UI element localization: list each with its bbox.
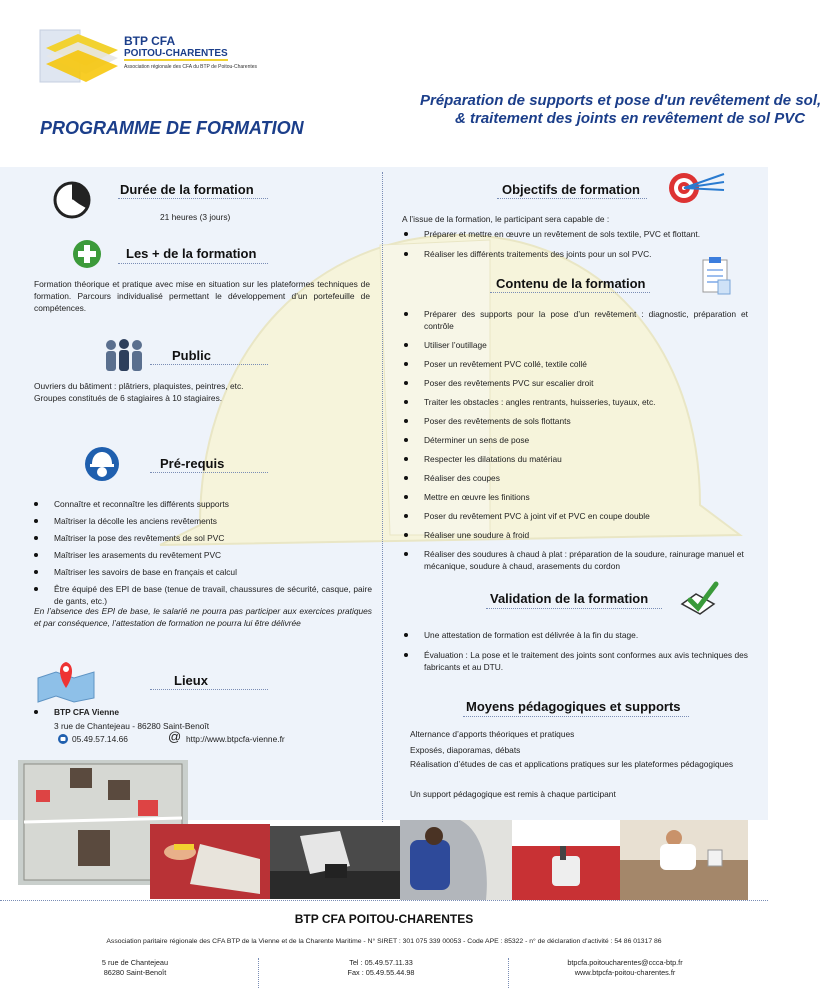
column-divider [382, 172, 383, 822]
plus-icon [72, 239, 102, 269]
duree-value: 21 heures (3 jours) [160, 212, 231, 222]
moyens-item: Un support pédagogique est remis à chaque participant [410, 789, 616, 799]
validation-item: Une attestation de formation est délivrée à la fin du stage. [402, 629, 748, 641]
phone-icon [58, 734, 68, 744]
footer-legal: Association paritaire régionale des CFA BTP de la Vienne et de la Charente Maritime - N° SIRET : 301 075 339 00053 - Code APE : 85322 - n° de déclaration d’activité : 54 86 01317 86 [106, 938, 662, 945]
people-icon [102, 338, 146, 372]
objectifs-item: Préparer et mettre en œuvre un revêtement de sols textile, PVC et flottant. [402, 228, 748, 240]
objectifs-intro: A l’issue de la formation, le participant sera capable de : [402, 214, 610, 224]
plus-title: Les + de la formation [126, 246, 257, 261]
contenu-item: Poser des revêtements de sols flottants [402, 415, 748, 427]
checkmark-icon [676, 582, 720, 618]
public-line2: Groupes constitués de 6 stagiaires à 10 stagiaires. [34, 393, 223, 403]
contenu-item: Mettre en œuvre les finitions [402, 491, 748, 503]
photo-worker-floor [620, 820, 748, 900]
footer-addr2: 86280 Saint-Benoît [103, 968, 167, 977]
contenu-item: Réaliser une soudure à froid [402, 529, 748, 541]
duree-rule [118, 198, 268, 199]
duree-title: Durée de la formation [120, 182, 254, 197]
prerequis-item: Maîtriser les arasements du revêtement PVC [32, 549, 372, 561]
contenu-item: Déterminer un sens de pose [402, 434, 748, 446]
programme-title: PROGRAMME DE FORMATION [40, 118, 304, 138]
plus-rule [118, 263, 268, 264]
footer-email[interactable]: btpcfa.poitoucharentes@ccca-btp.fr [567, 958, 683, 967]
clipboard-icon [700, 256, 732, 296]
moyens-item: Exposés, diaporamas, débats [410, 745, 521, 755]
target-icon [666, 168, 730, 204]
validation-rule [486, 608, 662, 609]
objectifs-list [402, 228, 748, 260]
footer-addr1: 5 rue de Chantejeau [101, 958, 169, 967]
objectifs-title: Objectifs de formation [502, 182, 640, 197]
logo [38, 28, 268, 84]
moyens-item: Réalisation d’études de cas et applications pratiques sur les plateformes pédagogiques [410, 759, 734, 769]
prerequis-item: Maîtriser les savoirs de base en français et calcul [32, 566, 372, 578]
photo-red-floor [512, 846, 620, 900]
map-pin-icon [36, 658, 96, 702]
logo-graphic [38, 28, 128, 84]
prerequis-title: Pré-requis [160, 456, 225, 471]
footer-separator [258, 958, 259, 988]
main-title-line1: Préparation de supports et pose d'un revêtement de sol, [420, 92, 821, 109]
lieux-web[interactable]: http://www.btpcfa-vienne.fr [186, 734, 285, 744]
lieux-title: Lieux [174, 673, 208, 688]
contenu-item: Poser du revêtement PVC à joint vif et PVC en coupe double [402, 510, 748, 522]
logo-name: BTP CFA [124, 34, 176, 48]
clock-icon [52, 180, 92, 220]
contenu-item: Préparer des supports pour la pose d’un revêtement : diagnostic, préparation et contrôle [402, 308, 748, 332]
logo-region: POITOU-CHARENTES [124, 48, 228, 59]
validation-title: Validation de la formation [490, 591, 649, 606]
prerequis-item: Être équipé des EPI de base (tenue de travail, chaussures de sécurité, casque, paire de gants, etc.) [32, 583, 372, 607]
public-title: Public [172, 348, 212, 363]
lieux-list [32, 706, 119, 718]
contenu-rule [490, 292, 650, 293]
contenu-item: Utiliser l’outillage [402, 339, 748, 351]
prerequis-note: En l’absence des EPI de base, le salarié ne pourra pas participer aux exercices pratiques et par conséquence, l’attestation de formation ne pourra lui être délivrée [34, 606, 372, 628]
public-rule [150, 364, 268, 365]
prerequis-item: Maîtriser la décolle les anciens revêtements [32, 515, 372, 527]
logo-tagline: Association régionale des CFA du BTP de Poitou-Charentes [124, 64, 258, 70]
contenu-item: Réaliser des soudures à chaud à plat : préparation de la soudure, rainurage manuel et mécanique, soudure à chaud, arasements du cordon [402, 548, 748, 572]
footer-fax: Fax : 05.49.55.44.98 [347, 968, 415, 977]
prerequis-list [32, 498, 372, 607]
validation-list [402, 629, 748, 673]
contenu-item: Réaliser des coupes [402, 472, 748, 484]
footer-separator [508, 958, 509, 988]
prerequis-rule [150, 472, 268, 473]
footer-contact [306, 958, 456, 978]
moyens-item: Alternance d’apports théoriques et pratiques [410, 729, 575, 739]
plus-text: Formation théorique et pratique avec mise en situation sur les plateformes techniques de formation. Parcours individualisé permettant le développement d’un portefeuille de compétences. [34, 279, 370, 313]
objectifs-item: Réaliser les différents traitements des joints pour un sol PVC. [402, 248, 748, 260]
moyens-title: Moyens pédagogiques et supports [466, 699, 681, 714]
contenu-title: Contenu de la formation [496, 276, 646, 291]
photo-cutting-floor [150, 824, 270, 899]
lieux-name: BTP CFA Vienne [32, 706, 119, 718]
footer-org: BTP CFA POITOU-CHARENTES [294, 912, 474, 926]
validation-item: Évaluation : La pose et le traitement des joints sont conformes aux avis techniques des fabricants et au DTU. [402, 649, 748, 673]
contenu-list [402, 308, 748, 572]
photo-worker-wall [400, 820, 512, 900]
prerequis-item: Connaître et reconnaître les différents supports [32, 498, 372, 510]
helmet-head-icon [84, 446, 120, 482]
objectifs-rule [497, 198, 647, 199]
contenu-item: Poser un revêtement PVC collé, textile collé [402, 358, 748, 370]
main-title-line2: & traitement des joints en revêtement de sol PVC [455, 110, 806, 127]
contenu-item: Poser des revêtements PVC sur escalier droit [402, 377, 748, 389]
lieux-phone: 05.49.57.14.66 [72, 734, 128, 744]
prerequis-item: Maîtriser la pose des revêtements de sol PVC [32, 532, 372, 544]
footer-web [540, 958, 710, 978]
moyens-rule [463, 716, 689, 717]
at-icon: @ [168, 729, 182, 744]
lieux-address: 3 rue de Chantejeau - 86280 Saint-Benoît [54, 721, 210, 731]
footer-site[interactable]: www.btpcfa-poitou-charentes.fr [574, 968, 676, 977]
contenu-item: Respecter les dilatations du matériau [402, 453, 748, 465]
footer-rule [0, 900, 768, 901]
photo-gloved-hand [270, 826, 400, 899]
public-line1: Ouvriers du bâtiment : plâtriers, plaquistes, peintres, etc. [34, 381, 244, 391]
contenu-item: Traiter les obstacles : angles rentrants, huisseries, tuyaux, etc. [402, 396, 748, 408]
lieux-rule [150, 689, 268, 690]
footer-tel: Tel : 05.49.57.11.33 [349, 958, 413, 967]
footer-address [60, 958, 210, 978]
